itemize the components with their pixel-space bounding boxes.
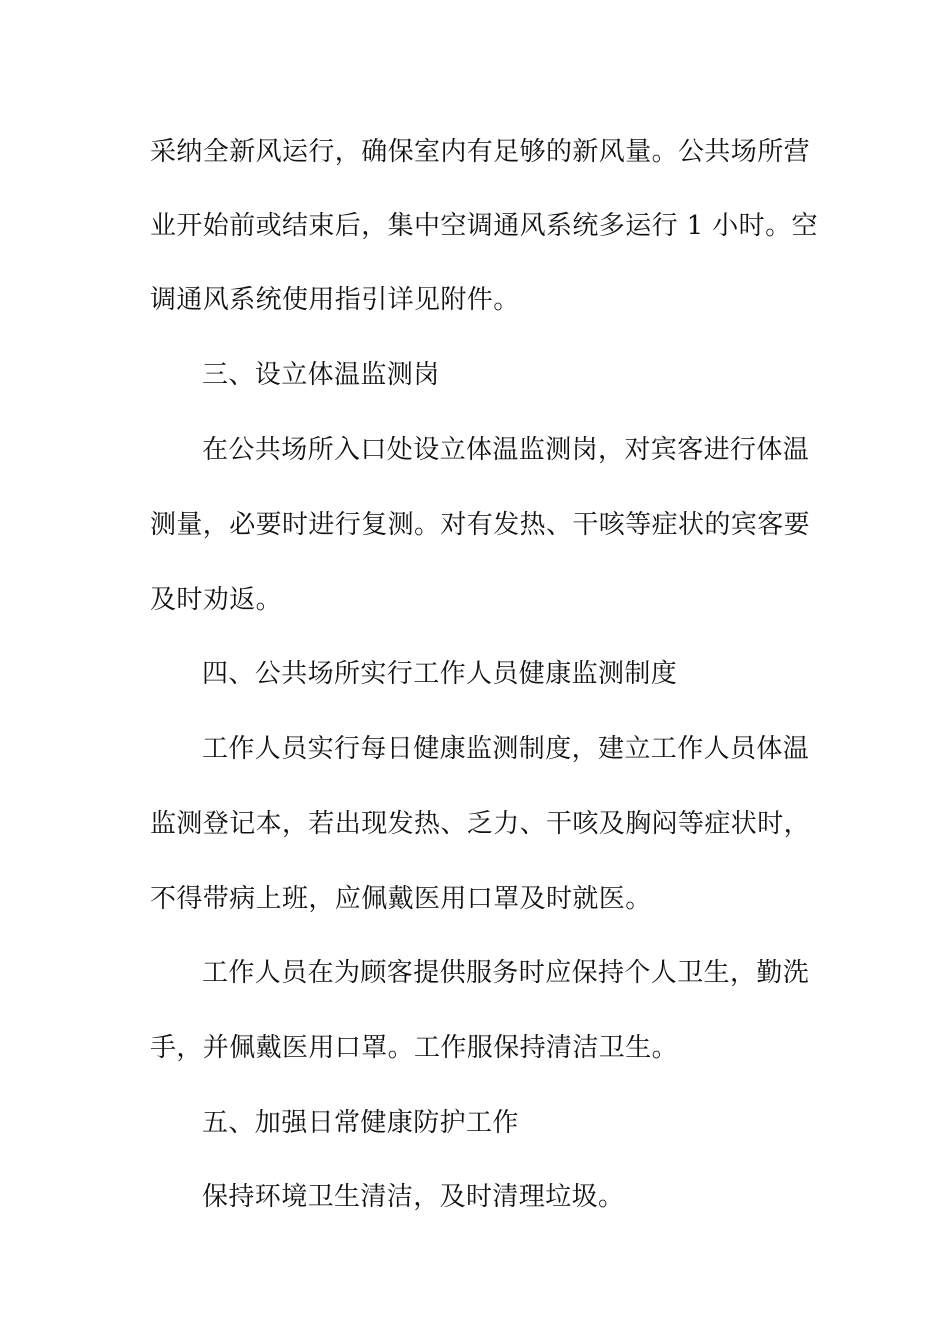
paragraph-line: 采纳全新风运行，确保室内有足够的新风量。公共场所营 — [150, 137, 811, 167]
paragraph-line: 监测登记本，若出现发热、乏力、干咳及胸闷等症状时， — [150, 809, 811, 839]
paragraph-line: 手，并佩戴医用口罩。工作服保持清洁卫生。 — [150, 1033, 679, 1063]
paragraph-line: 测量，必要时进行复测。对有发热、干咳等症状的宾客要 — [150, 510, 811, 540]
paragraph-line: 不得带病上班，应佩戴医用口罩及时就医。 — [150, 884, 652, 914]
paragraph-line: 保持环境卫生清洁，及时清理垃圾。 — [202, 1182, 625, 1212]
paragraph-line: 及时劝返。 — [150, 585, 283, 615]
paragraph-line: 调通风系统使用指引详见附件。 — [150, 285, 520, 315]
section-heading: 五、加强日常健康防护工作 — [202, 1108, 519, 1138]
paragraph-line: 业开始前或结束后，集中空调通风系统多运行 1 小时。空 — [150, 211, 818, 241]
section-heading: 三、设立体温监测岗 — [202, 360, 440, 390]
paragraph-line: 工作人员实行每日健康监测制度，建立工作人员体温 — [202, 734, 810, 764]
section-heading: 四、公共场所实行工作人员健康监测制度 — [202, 659, 678, 689]
paragraph-line: 工作人员在为顾客提供服务时应保持个人卫生，勤洗 — [202, 958, 810, 988]
paragraph-line: 在公共场所入口处设立体温监测岗，对宾客进行体温 — [202, 435, 810, 465]
